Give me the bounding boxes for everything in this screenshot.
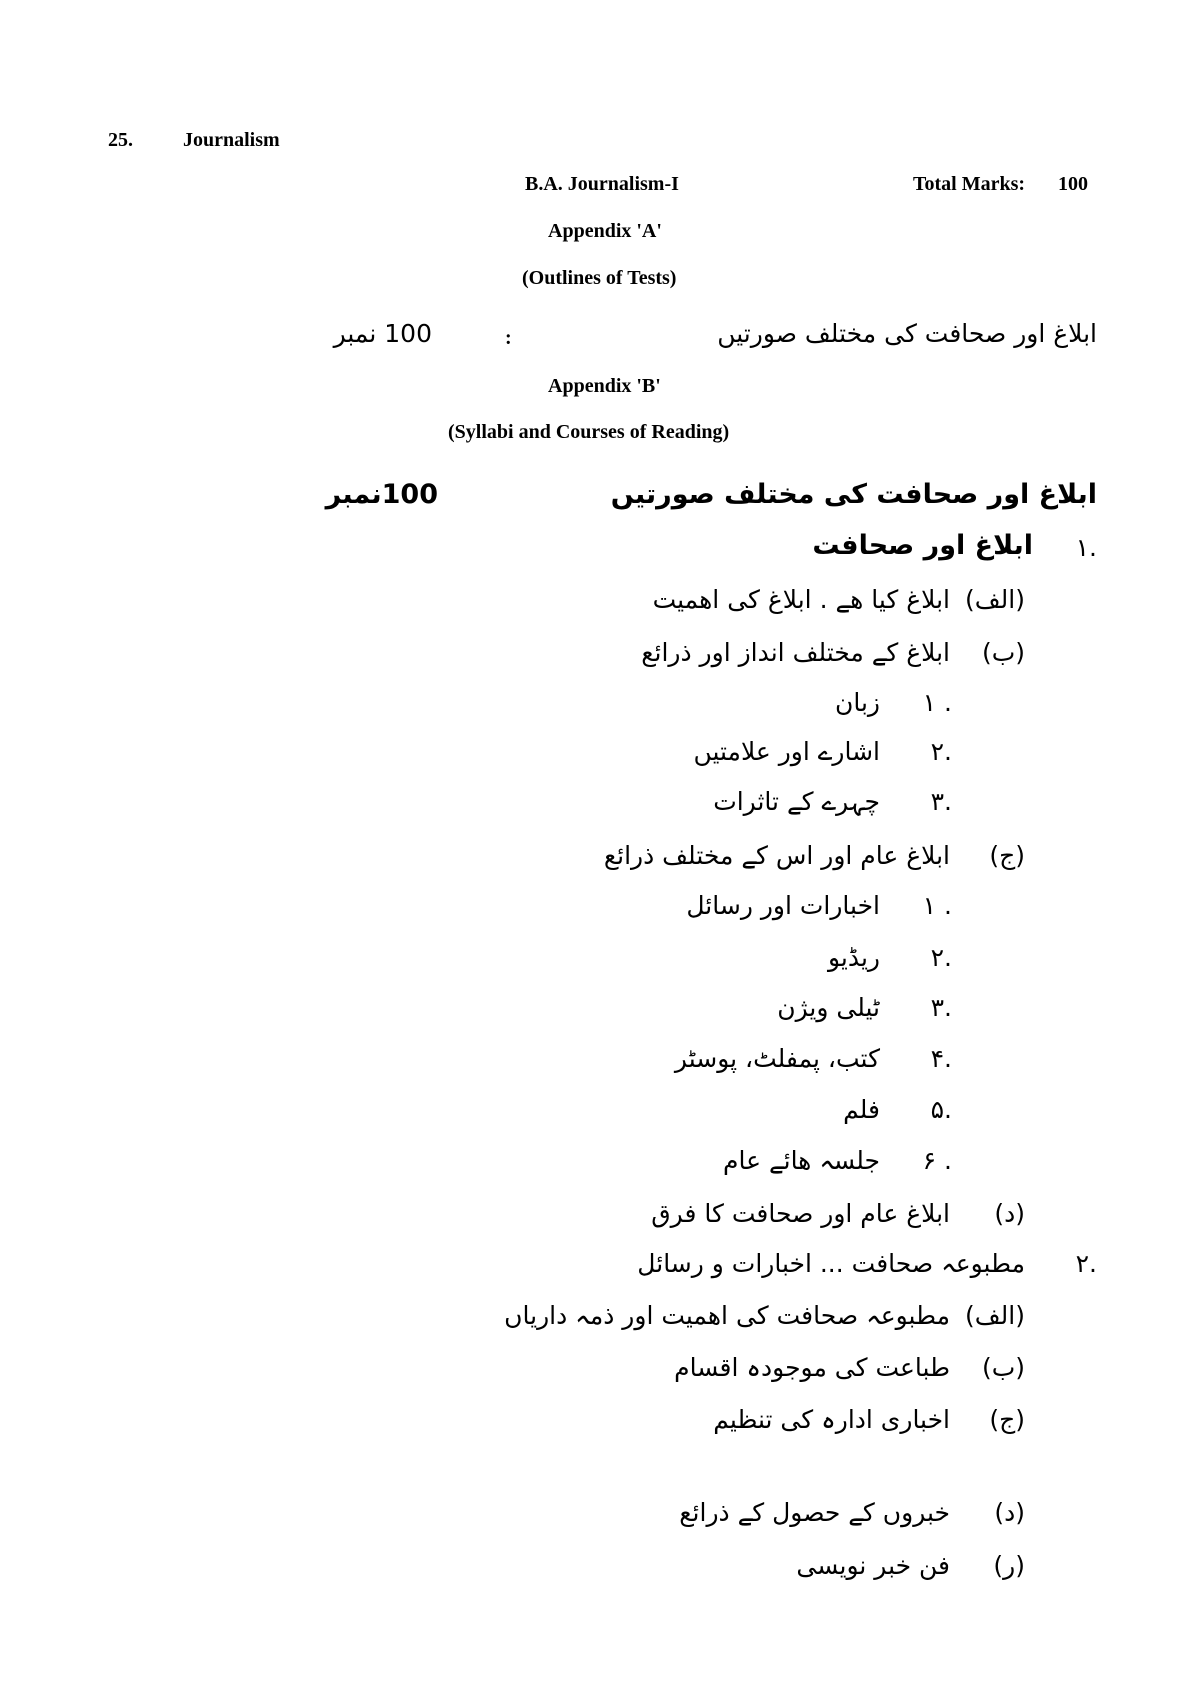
unit1-c-text: ابلاغ عام اور اس کے مختلف ذرائع [603, 841, 950, 870]
unit1-c-item3-num: ۳. [930, 993, 952, 1022]
appendix-a-title: Appendix 'A' [548, 220, 662, 242]
appendix-a-paper-title: ابلاغ اور صحافت کی مختلف صورتیں [717, 319, 1097, 348]
unit1-b-item1-num: ۱ . [922, 688, 952, 717]
unit1-a-marker: (الف) [965, 585, 1025, 614]
unit1-c-item5-text: فلم [843, 1095, 880, 1124]
unit2-b-marker: (ب) [981, 1353, 1025, 1382]
unit2-a-text: مطبوعہ صحافت کی اھمیت اور ذمہ داریاں [504, 1301, 950, 1330]
unit1-b-item1-text: زبان [834, 688, 880, 717]
unit2-r-text: فن خبر نویسی [796, 1551, 950, 1580]
unit1-d-text: ابلاغ عام اور صحافت کا فرق [651, 1199, 950, 1228]
unit2-c-text: اخباری ادارہ کی تنظیم [713, 1405, 950, 1434]
appendix-a-colon: : [505, 327, 512, 349]
unit1-c-item1-text: اخبارات اور رسائل [686, 891, 880, 920]
appendix-b-paper-title: ابلاغ اور صحافت کی مختلف صورتیں [610, 479, 1097, 510]
unit1-d-marker: (د) [994, 1199, 1025, 1228]
section-number: 25. [108, 129, 133, 151]
appendix-b-subtitle: (Syllabi and Courses of Reading) [448, 421, 730, 443]
unit1-c-item6-text: جلسہ ھائے عام [723, 1146, 880, 1175]
unit1-b-item2-num: ۲. [930, 737, 952, 766]
unit1-number: ۱. [1075, 533, 1097, 562]
appendix-b-title: Appendix 'B' [548, 375, 661, 397]
unit1-c-item2-num: ۲. [930, 943, 952, 972]
total-marks-value: 100 [1058, 173, 1088, 195]
unit1-a-text: ابلاغ کیا ھے . ابلاغ کی اھمیت [652, 585, 950, 614]
unit1-c-item1-num: ۱ . [922, 891, 952, 920]
unit1-b-marker: (ب) [981, 638, 1025, 667]
unit1-c-item2-text: ریڈیو [827, 943, 880, 972]
unit1-title: ابلاغ اور صحافت [812, 530, 1033, 561]
course-title: B.A. Journalism-I [525, 173, 679, 195]
appendix-a-marks: 100 نمبر [333, 319, 432, 348]
unit1-b-item2-text: اشارے اور علامتیں [693, 737, 880, 766]
section-title: Journalism [183, 129, 280, 151]
appendix-a-subtitle: (Outlines of Tests) [522, 267, 677, 289]
unit2-c-marker: (ج) [989, 1405, 1025, 1434]
unit2-r-marker: (ر) [993, 1551, 1025, 1580]
appendix-b-marks: 100نمبر [325, 479, 438, 510]
unit1-c-marker: (ج) [989, 841, 1025, 870]
unit1-c-item3-text: ٹیلی ویژن [777, 993, 880, 1022]
unit2-d-text: خبروں کے حصول کے ذرائع [679, 1498, 950, 1527]
total-marks-label: Total Marks: [913, 173, 1026, 195]
unit1-c-item6-num: ۶ . [922, 1146, 952, 1175]
unit2-a-marker: (الف) [965, 1301, 1025, 1330]
unit1-b-item3-text: چہرے کے تاثرات [713, 787, 880, 816]
unit1-b-text: ابلاغ کے مختلف انداز اور ذرائع [641, 638, 950, 667]
unit2-number: ۲. [1075, 1249, 1097, 1278]
unit1-c-item4-num: ۴. [930, 1044, 952, 1073]
unit2-title: مطبوعہ صحافت ... اخبارات و رسائل [637, 1249, 1025, 1278]
unit2-b-text: طباعت کی موجودہ اقسام [674, 1353, 950, 1382]
unit1-b-item3-num: ۳. [930, 787, 952, 816]
unit1-c-item4-text: کتب، پمفلٹ، پوسٹر [674, 1044, 880, 1073]
unit1-c-item5-num: ۵. [930, 1095, 952, 1124]
unit2-d-marker: (د) [994, 1498, 1025, 1527]
